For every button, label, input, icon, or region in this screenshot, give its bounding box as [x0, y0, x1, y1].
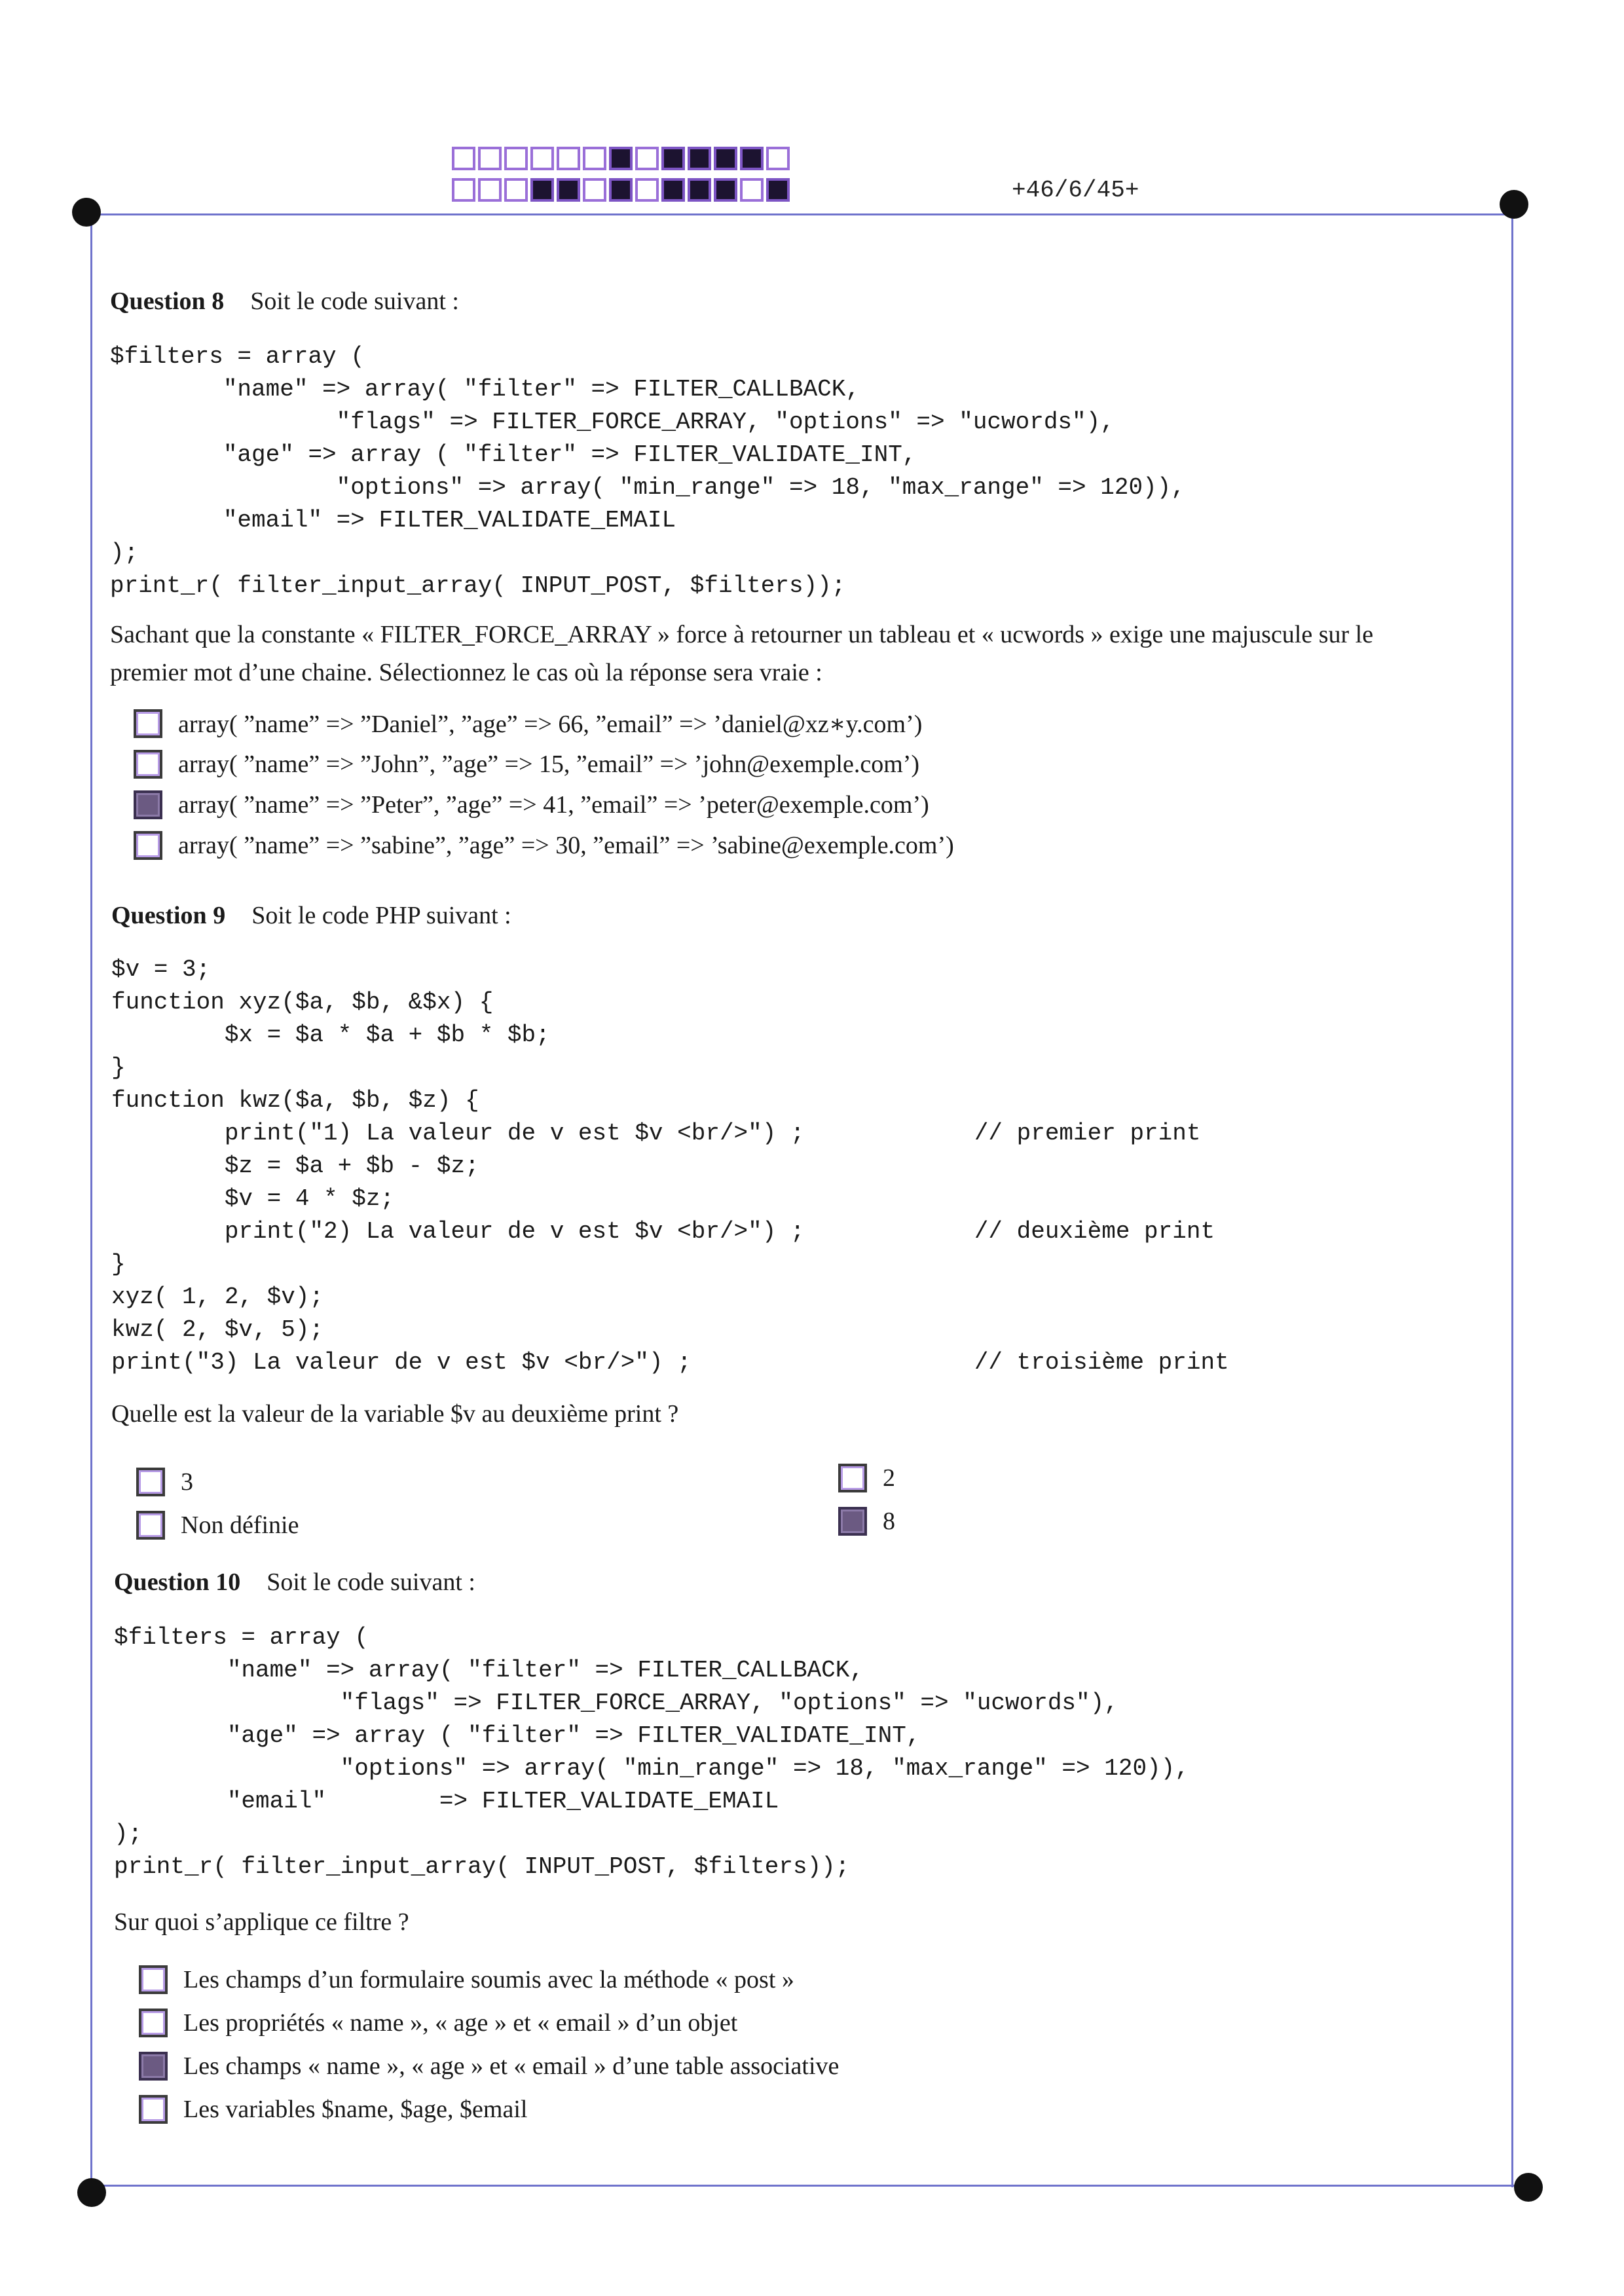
answer-option[interactable] [136, 1505, 299, 1546]
option-label: 3 [181, 1468, 193, 1496]
checkbox[interactable] [134, 750, 162, 779]
barcode-cell [635, 178, 659, 202]
option-label: array( ”name” => ”John”, ”age” => 15, ”email” => ’john@exemple.com’) [178, 750, 920, 778]
answer-option[interactable] [136, 1462, 299, 1502]
barcode-cell [583, 178, 606, 202]
barcode-cell [530, 147, 554, 170]
barcode-cell [714, 147, 737, 170]
answer-option[interactable] [838, 1501, 895, 1542]
checkbox-checked[interactable] [838, 1507, 867, 1536]
barcode-cell [714, 178, 737, 202]
question-8-code: $filters = array ( "name" => array( "filter" => FILTER_CALLBACK, "flags" => FILTER_FORCE_ARRAY, "options" => "ucwords"), "age" => array ( "filter" => FILTER_VALIDATE_INT, "options" => array( "min_range" => 18, "max_range" => 120)), "email" => FILTER_VALIDATE_EMAIL ); print_r( filter_input_array( INPUT_POST, $filters)); [110, 343, 1185, 599]
question-8-options [134, 703, 954, 866]
barcode-cell [530, 178, 554, 202]
frame-right-line [1511, 204, 1513, 2187]
checkbox[interactable] [838, 1464, 867, 1492]
page-id: +46/6/45+ [1012, 177, 1139, 204]
corner-marker-bottom-left [77, 2178, 106, 2207]
barcode-cell [740, 178, 764, 202]
answer-option[interactable] [134, 744, 954, 785]
checkbox[interactable] [134, 831, 162, 860]
question-9-options-left [136, 1462, 299, 1546]
option-label: array( ”name” => ”Daniel”, ”age” => 66, ”email” => ’daniel@xz∗y.com’) [178, 710, 923, 738]
question-9-header [111, 901, 511, 930]
option-label: Les variables $name, $age, $email [183, 2096, 528, 2123]
barcode-cell [661, 147, 685, 170]
question-10-options [139, 1958, 839, 2131]
barcode-cell [635, 147, 659, 170]
barcode-cell [478, 178, 502, 202]
question-number: Question 9 [111, 902, 226, 929]
barcode-row-1 [452, 147, 792, 170]
statement-line: Sachant que la constante « FILTER_FORCE_ARRAY » force à retourner un tableau et « ucwords » exige une majuscule sur le [110, 621, 1374, 648]
question-number: Question 8 [110, 287, 225, 315]
barcode-cell [688, 178, 711, 202]
frame-bottom-line [92, 2185, 1526, 2187]
option-label: Non définie [181, 1511, 299, 1539]
option-label: 8 [883, 1508, 895, 1535]
barcode-cell [478, 147, 502, 170]
option-label: Les propriétés « name », « age » et « email » d’un objet [183, 2009, 738, 2037]
question-10-code: $filters = array ( "name" => array( "filter" => FILTER_CALLBACK, "flags" => FILTER_FORCE_ARRAY, "options" => "ucwords"), "age" => array ( "filter" => FILTER_VALIDATE_INT, "options" => array( "min_range" => 18, "max_range" => 120)), "email" => FILTER_VALIDATE_EMAIL ); print_r( filter_input_array( INPUT_POST, $filters)); [114, 1624, 1189, 1880]
corner-marker-top-left [72, 198, 101, 227]
barcode-cell [688, 147, 711, 170]
question-8-header [110, 287, 459, 316]
question-10-header [114, 1568, 475, 1597]
barcode-cell [766, 147, 790, 170]
corner-marker-top-right [1500, 190, 1528, 219]
question-text: Soit le code suivant : [267, 1568, 475, 1596]
frame-top-line [85, 213, 1513, 215]
question-text: Soit le code suivant : [250, 287, 459, 315]
barcode-cell [609, 147, 633, 170]
statement-line: premier mot d’une chaine. Sélectionnez le cas où la réponse sera vraie : [110, 659, 822, 686]
option-label: Les champs d’un formulaire soumis avec la méthode « post » [183, 1966, 794, 1993]
checkbox[interactable] [139, 1965, 168, 1994]
answer-option[interactable] [139, 2001, 839, 2045]
checkbox[interactable] [136, 1468, 165, 1496]
barcode-cell [609, 178, 633, 202]
checkbox[interactable] [139, 2009, 168, 2037]
checkbox[interactable] [139, 2095, 168, 2124]
barcode-cell [452, 178, 475, 202]
checkbox[interactable] [136, 1511, 165, 1540]
answer-option[interactable] [838, 1458, 895, 1498]
question-number: Question 10 [114, 1568, 241, 1596]
frame-left-line [90, 213, 92, 2187]
checkbox-checked[interactable] [134, 790, 162, 819]
corner-marker-bottom-right [1514, 2173, 1543, 2202]
barcode-cell [504, 147, 528, 170]
answer-option[interactable] [134, 825, 954, 866]
barcode-cell [557, 178, 580, 202]
option-label: array( ”name” => ”Peter”, ”age” => 41, ”email” => ’peter@exemple.com’) [178, 791, 929, 819]
barcode-cell [661, 178, 685, 202]
answer-option[interactable] [139, 2088, 839, 2131]
option-label: array( ”name” => ”sabine”, ”age” => 30, ”email” => ’sabine@exemple.com’) [178, 832, 954, 859]
barcode-cell [557, 147, 580, 170]
barcode-cell [766, 178, 790, 202]
checkbox-checked[interactable] [139, 2052, 168, 2081]
option-label: 2 [883, 1464, 895, 1492]
barcode-cell [452, 147, 475, 170]
question-10-question: Sur quoi s’applique ce filtre ? [114, 1908, 409, 1936]
barcode-cell [504, 178, 528, 202]
question-9-options-right [838, 1458, 895, 1542]
answer-option[interactable] [139, 2045, 839, 2088]
checkbox[interactable] [134, 709, 162, 738]
question-text: Soit le code PHP suivant : [251, 902, 511, 929]
option-label: Les champs « name », « age » et « email » d’une table associative [183, 2052, 840, 2080]
question-9-code: $v = 3; function xyz($a, $b, &$x) { $x = $a * $a + $b * $b; } function kwz($a, $b, $z) { print("1) La valeur de v est $v <br/>") ; // premier print $z = $a + $b - $z; $v = 4 * $z; print("2) La valeur de v est $v <br/>") ; // deuxième print } xyz( 1, 2, $v); kwz( 2, $v, 5); print("3) La valeur de v est $v <br/>") ; // troisième print [111, 956, 1229, 1376]
answer-option[interactable] [134, 703, 954, 744]
barcode-cell [740, 147, 764, 170]
question-9-question: Quelle est la valeur de la variable $v au deuxième print ? [111, 1400, 679, 1428]
answer-option[interactable] [139, 1958, 839, 2001]
question-8-statement [110, 616, 1373, 692]
answer-option[interactable] [134, 785, 954, 825]
barcode-cell [583, 147, 606, 170]
barcode-row-2 [452, 178, 792, 202]
